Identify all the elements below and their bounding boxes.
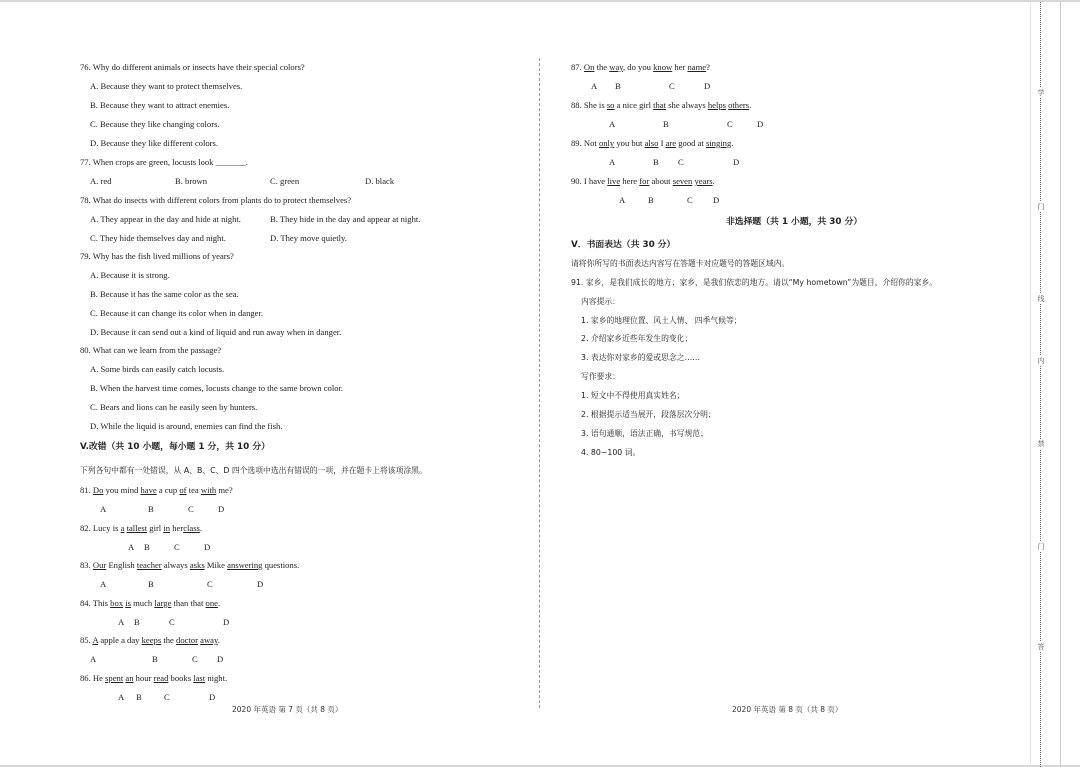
q83-sentence: 83. Our English teacher always asks Mike answering questions. [80,560,300,570]
q88-label-b: B [663,119,669,129]
q78-stem: 78. What do insects with different colors from plants do to protect themselves? [80,195,352,205]
q78-option-d: D. They move quietly. [270,233,347,243]
q91-prompt: 91. 家乡，是我们成长的地方；家乡，是我们依恋的地方。请以“My hometown”为题目，介绍你的家乡。 [571,278,938,287]
q79-stem: 79. Why has the fish lived millions of years? [80,251,234,261]
q88-sentence: 88. She is so a nice girl that she always helps others. [571,100,752,110]
binding-label: 线 [1035,294,1047,304]
q76-stem: 76. Why do different animals or insects have their special colors? [80,62,305,72]
q85-sentence: 85. A apple a day keeps the doctor away. [80,635,220,645]
binding-label: 门 [1035,542,1047,552]
left-column [80,60,530,710]
q89-label-d: D [733,157,740,167]
writing-instructions: 请将你所写的书面表达内容写在答题卡对应题号的答题区域内。 [571,259,790,268]
q87-label-d: D [704,81,711,91]
q88-label-a: A [609,119,616,129]
requirement-3: 3. 语句通顺，语法正确，书写规范； [581,429,708,438]
nonchoice-heading: 非选择题（共 1 小题，共 30 分） [726,217,863,227]
q86-sentence: 86. He spent an hour read books last night. [80,673,228,683]
q87-label-b: B [615,81,621,91]
binding-label: 学 [1035,88,1047,98]
q90-sentence: 90. I have live here for about seven years. [571,176,715,186]
q79-option-b: B. Because it has the same color as the sea. [90,289,239,299]
q80-option-b: B. When the harvest time comes, locusts change to the same brown color. [90,383,344,393]
q83-label-d: D [257,579,264,589]
q87-label-c: C [669,81,675,91]
q86-label-a: A [118,692,125,702]
q77-option-a: A. red [90,176,112,186]
requirement-4: 4. 80~100 词。 [581,448,641,457]
q80-option-d: D. While the liquid is around, enemies can find the fish. [90,421,283,431]
q90-label-a: A [619,195,626,205]
q85-label-c: C [192,654,198,664]
q87-sentence: 87. On the way, do you know her name? [571,62,710,72]
q80-stem: 80. What can we learn from the passage? [80,345,222,355]
q89-label-a: A [609,157,616,167]
q76-option-b: B. Because they want to attract enemies. [90,100,230,110]
q82-label-a: A [128,542,135,552]
q83-label-b: B [148,579,154,589]
page-footer-right: 2020 年英语 第 8 页（共 8 页） [732,705,843,714]
right-column [571,60,1026,710]
binding-dotted-line [1040,2,1041,767]
binding-label: 内 [1035,356,1047,366]
q84-sentence: 84. This box is much large than that one. [80,598,221,608]
q85-label-b: B [152,654,158,664]
binding-label: 禁 [1035,439,1047,449]
binding-label: 答 [1035,642,1047,652]
q79-option-a: A. Because it is strong. [90,270,170,280]
q86-label-d: D [209,692,216,702]
q79-option-c: C. Because it can change its color when in danger. [90,308,264,318]
q78-option-b: B. They hide in the day and appear at night. [270,214,421,224]
q78-option-a: A. They appear in the day and hide at night. [90,214,241,224]
q76-option-c: C. Because they like changing colors. [90,119,220,129]
q89-label-c: C [678,157,684,167]
q82-label-b: B [144,542,150,552]
section-v-title: V.改错（共 10 小题，每小题 1 分，共 10 分） [80,442,270,452]
q88-label-d: D [757,119,764,129]
q90-label-c: C [687,195,693,205]
q84-label-b: B [134,617,140,627]
binding-label: 门 [1035,202,1047,212]
q88-label-c: C [727,119,733,129]
q76-option-d: D. Because they like different colors. [90,138,218,148]
q83-label-c: C [207,579,213,589]
q89-sentence: 89. Not only you but also I are good at singing. [571,138,734,148]
q77-option-b: B. brown [175,176,207,186]
hint-1: 1. 家乡的地理位置、风土人情、 四季气候等； [581,316,742,325]
requirement-1: 1. 短文中不得使用真实姓名； [581,391,685,400]
hint-title: 内容提示： [581,297,620,306]
binding-margin-line [1060,2,1061,767]
q86-label-b: B [136,692,142,702]
q85-label-a: A [90,654,97,664]
q86-label-c: C [164,692,170,702]
q81-sentence: 81. Do you mind have a cup of tea with me? [80,485,233,495]
writing-section-title: V．书面表达（共 30 分） [571,240,676,250]
hint-2: 2. 介绍家乡近些年发生的变化； [581,334,693,343]
page-footer-left: 2020 年英语 第 7 页（共 8 页） [232,705,343,714]
q76-option-a: A. Because they want to protect themselves. [90,81,243,91]
binding-margin-edge [1030,2,1031,767]
q90-label-b: B [648,195,654,205]
requirement-2: 2. 根据提示适当展开，段落层次分明； [581,410,716,419]
section-v-instructions: 下列各句中都有一处错误，从 A、B、C、D 四个选项中选出有错误的一项，并在题卡上将该项涂黑。 [80,466,427,475]
q78-option-c: C. They hide themselves day and night. [90,233,226,243]
q82-sentence: 82. Lucy is a tallest girl in herclass. [80,523,203,533]
q84-label-a: A [118,617,125,627]
q84-label-d: D [223,617,230,627]
q90-label-d: D [713,195,720,205]
q83-label-a: A [100,579,107,589]
q81-label-c: C [188,504,194,514]
q77-option-c: C. green [270,176,300,186]
q81-label-b: B [148,504,154,514]
q80-option-c: C. Bears and lions can be easily seen by hunters. [90,402,258,412]
q82-label-d: D [204,542,211,552]
q81-label-d: D [218,504,225,514]
q77-option-d: D. black [365,176,395,186]
q80-option-a: A. Some birds can easily catch locusts. [90,364,225,374]
q89-label-b: B [653,157,659,167]
hint-3: 3. 表达你对家乡的爱或思念之…… [581,353,701,362]
column-divider [539,58,540,708]
requirements-title: 写作要求： [581,372,620,381]
q84-label-c: C [169,617,175,627]
q87-label-a: A [591,81,598,91]
q85-label-d: D [217,654,224,664]
q79-option-d: D. Because it can send out a kind of liquid and run away when in danger. [90,327,342,337]
q81-label-a: A [100,504,107,514]
q82-label-c: C [174,542,180,552]
q77-stem: 77. When crops are green, locusts look _______. [80,157,248,167]
